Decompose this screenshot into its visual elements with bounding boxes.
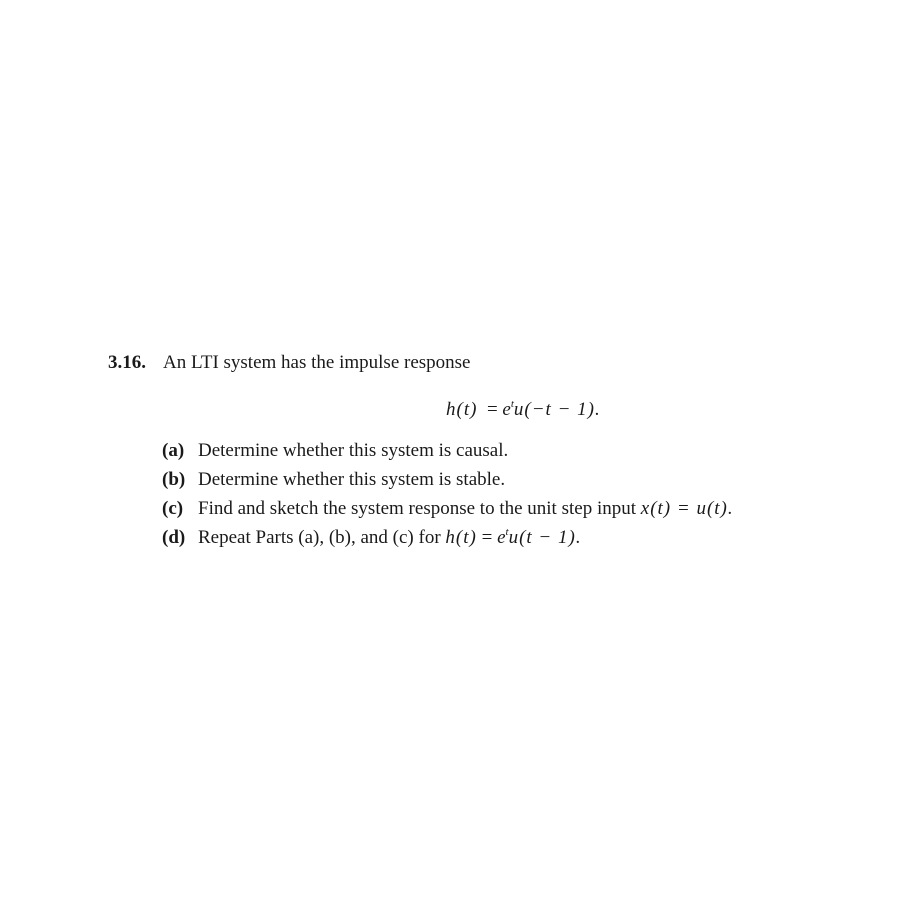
part-a [162, 436, 852, 465]
part-label: (b) [162, 469, 186, 490]
part-text: Find and sketch the system response to the unit step input [198, 498, 637, 519]
part-d [162, 523, 852, 555]
problem-intro-text: An LTI system has the impulse response [163, 352, 471, 373]
equation-rhs-sup: t [510, 398, 514, 410]
part-math: x(t) = u(t). [640, 498, 734, 519]
part-label: (c) [162, 498, 184, 519]
problem-3-16 [108, 350, 848, 548]
part-text: Determine whether this system is causal. [198, 440, 509, 461]
equation-rhs-rest: u(−t − 1). [513, 399, 601, 420]
part-c [162, 494, 852, 523]
part-math-lhs: h(t) [445, 527, 477, 548]
part-math-rest: u(t − 1). [508, 527, 582, 548]
part-text: Repeat Parts (a), (b), and (c) for [198, 527, 441, 548]
problem-number: 3.16. [108, 352, 146, 373]
problem-parts [162, 436, 852, 555]
problem-intro [108, 350, 848, 376]
part-math-base: e [497, 527, 506, 548]
part-text: Determine whether this system is stable. [198, 469, 506, 490]
equation-rhs-base: e [502, 399, 511, 420]
impulse-response-equation [446, 397, 601, 425]
equals-sign: = [482, 399, 503, 420]
part-math-sup: t [505, 526, 509, 538]
part-b [162, 465, 852, 494]
part-label: (d) [162, 527, 186, 548]
equation-lhs: h(t) [446, 399, 478, 420]
part-label: (a) [162, 440, 185, 461]
equals-sign: = [476, 527, 498, 548]
